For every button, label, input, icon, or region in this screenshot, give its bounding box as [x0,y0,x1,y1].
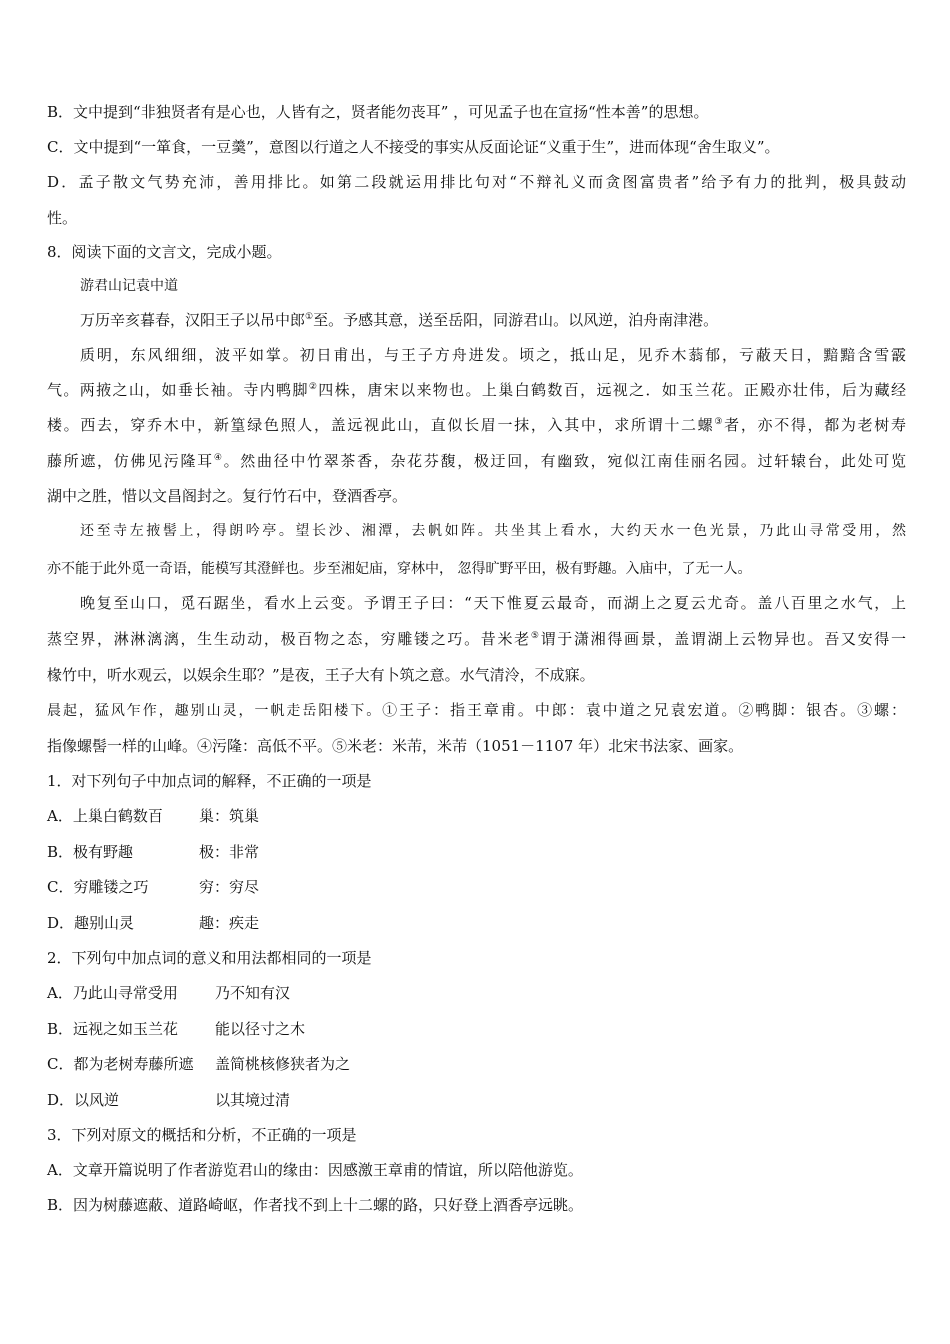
sub1-option-c-sentence: C．穷雕镂之巧 [47,878,149,896]
sub2-option-c[interactable] [47,1054,906,1074]
passage-para5-line1 [47,700,906,721]
option-d-prev-line2: 性。 [47,209,78,227]
sub1-option-a-sentence: A．上巢白鹤数百 [47,807,163,825]
sub1-option-d[interactable] [47,913,906,933]
sub2-option-d-compare: 以其境过清 [215,1091,291,1109]
para2-line3-a: 楼。西去，穿乔木中，新篁绿色照人，盖远视此山，直似长眉一抹，入其中，求所谓十二螺 [47,416,715,434]
option-b-prev: B．文中提到“非独贤者有是心也，人皆有之，贤者能勿丧耳” ，可见孟子也在宣扬“性本善”的思想。 [47,103,709,121]
passage-para2-line5: 湖中之胜，惜以文昌阁封之。复行竹石中，登酒香亭。 [47,487,408,505]
para4-line2-b: 谓于潇湘得画景，盖谓湖上云物异也。吾又安得一 [540,630,906,648]
sub1-option-b-sentence: B．极有野趣 [47,843,134,861]
para2-line4-a: 藤所遮，仿佛见污隆耳 [47,452,214,470]
footnotes-part2: 指像螺髻一样的山峰。④污隆：高低不平。⑤米老：米芾，米芾（1051－1107 年）北宋书法家、画家。 [47,737,744,755]
footnote-mark-3: ③ [714,417,725,427]
sub1-option-a[interactable] [47,806,906,826]
passage-para2-line1: 质明，东风细细，波平如掌。初日甫出，与王子方舟进发。顷之，抵山足，见乔木蓊郁，亏蔽天日，黯黯含雪霰 [80,346,906,364]
sub1-option-d-gloss: 趣：疾走 [199,914,260,932]
sub2-option-b[interactable] [47,1019,906,1039]
sub1-option-c[interactable] [47,877,906,897]
para2-line3-b: 者，亦不得，都为老树寿 [724,416,906,434]
footnotes-part1: ①王子：指王章甫。中郎：袁中道之兄袁宏道。②鸭脚：银杏。③螺： [382,701,906,719]
option-c-prev: C．文中提到“一箪食，一豆羹”，意图以行道之人不接受的事实从反面论证“义重于生”，进而体现“舍生取义”。 [47,138,780,156]
para4-line2-a: 蒸空界，淋淋漓漓，生生动动，极百物之态，穷雕镂之巧。昔米老 [47,630,531,648]
sub2-option-d[interactable] [47,1090,906,1110]
footnote-mark-1: ① [305,312,314,322]
sub1-option-b-gloss: 极：非常 [199,843,260,861]
footnote-mark-5: ⑤ [530,631,541,641]
sub3-option-a[interactable]: A．文章开篇说明了作者游览君山的缘由：因感激王章甫的情谊，所以陪他游览。 [47,1161,583,1179]
sub-question-2-stem: 2．下列句中加点词的意义和用法都相同的一项是 [47,949,372,967]
para5-final-sentence: 晨起，猛风乍作，趣别山灵，一帆走岳阳楼下。 [47,703,383,719]
passage-para2-line3 [47,415,906,435]
passage-para1 [80,310,906,330]
para1-text-b: 至。予感其意，送至岳阳，同游君山。以风逆，泊舟南津港。 [313,311,719,329]
sub2-option-d-sentence: D．以风逆 [47,1091,120,1109]
question-8-stem: 8．阅读下面的文言文，完成小题。 [47,243,282,261]
sub1-option-b[interactable] [47,842,906,862]
sub-question-3-stem: 3．下列对原文的概括和分析，不正确的一项是 [47,1126,357,1144]
passage-para3-line2: 亦不能于此外觅一奇语，能模写其澄鲜也。步至湘妃庙，穿林中， 忽得旷野平田，极有野趣。入庙中，了无一人。 [47,561,752,577]
footnote-mark-2: ② [308,382,319,392]
passage-para3-line1: 还至寺左掖髻上，得朗吟亭。望长沙、湘潭，去帆如阵。共坐其上看水，大约天水一色光景，乃此山寻常受用，然 [80,523,906,539]
sub2-option-a[interactable] [47,983,906,1003]
passage-para2-line2 [47,380,906,400]
sub2-option-a-sentence: A．乃此山寻常受用 [47,984,178,1002]
para2-line4-b: 。然曲径中竹翠茶香，杂花芬馥，极迂回，有幽致，宛似江南佳丽名园。过轩辕台，此处可览 [223,452,906,470]
sub2-option-b-sentence: B．远视之如玉兰花 [47,1020,179,1038]
footnote-mark-4: ④ [213,453,224,463]
sub1-option-a-gloss: 巢：筑巢 [199,807,260,825]
sub2-option-b-compare: 能以径寸之木 [215,1020,306,1038]
passage-para4-line3: 椽竹中，听水观云，以娱余生耶？”是夜，王子大有卜筑之意。水气清泠，不成寐。 [47,666,595,684]
sub2-option-a-compare: 乃不知有汉 [215,984,291,1002]
sub2-option-c-sentence: C．都为老树寿藤所遮 [47,1055,194,1073]
passage-para4-line1: 晚复至山口，觅石踞坐，看水上云变。予谓王子曰：“天下惟夏云最奇，而湖上之夏云尤奇。盖八百里之水气，上 [80,594,906,612]
passage-para4-line2 [47,629,906,649]
sub1-option-d-sentence: D．趣别山灵 [47,914,135,932]
sub3-option-b[interactable]: B．因为树藤遮蔽、道路崎岖，作者找不到上十二螺的路，只好登上酒香亭远眺。 [47,1196,584,1214]
passage-title: 游君山记袁中道 [80,278,178,294]
passage-para2-line4 [47,451,906,471]
para2-line2-b: 四株，唐宋以来物也。上巢白鹤数百，远视之．如玉兰花。正殿亦壮伟，后为藏经 [318,381,906,399]
para1-text-a: 万历辛亥暮春，汉阳王子以吊中郎 [80,311,306,329]
sub2-option-c-compare: 盖简桃核修狭者为之 [215,1055,351,1073]
option-d-prev-line1: D．孟子散文气势充沛，善用排比。如第二段就运用排比句对“不辩礼义而贪图富贵者”给予有力的批判，极具鼓动 [47,173,906,191]
sub1-option-c-gloss: 穷：穷尽 [199,878,260,896]
para2-line2-a: 气。两掖之山，如垂长袖。寺内鸭脚 [47,381,309,399]
sub-question-1-stem: 1．对下列句子中加点词的解释，不正确的一项是 [47,772,372,790]
